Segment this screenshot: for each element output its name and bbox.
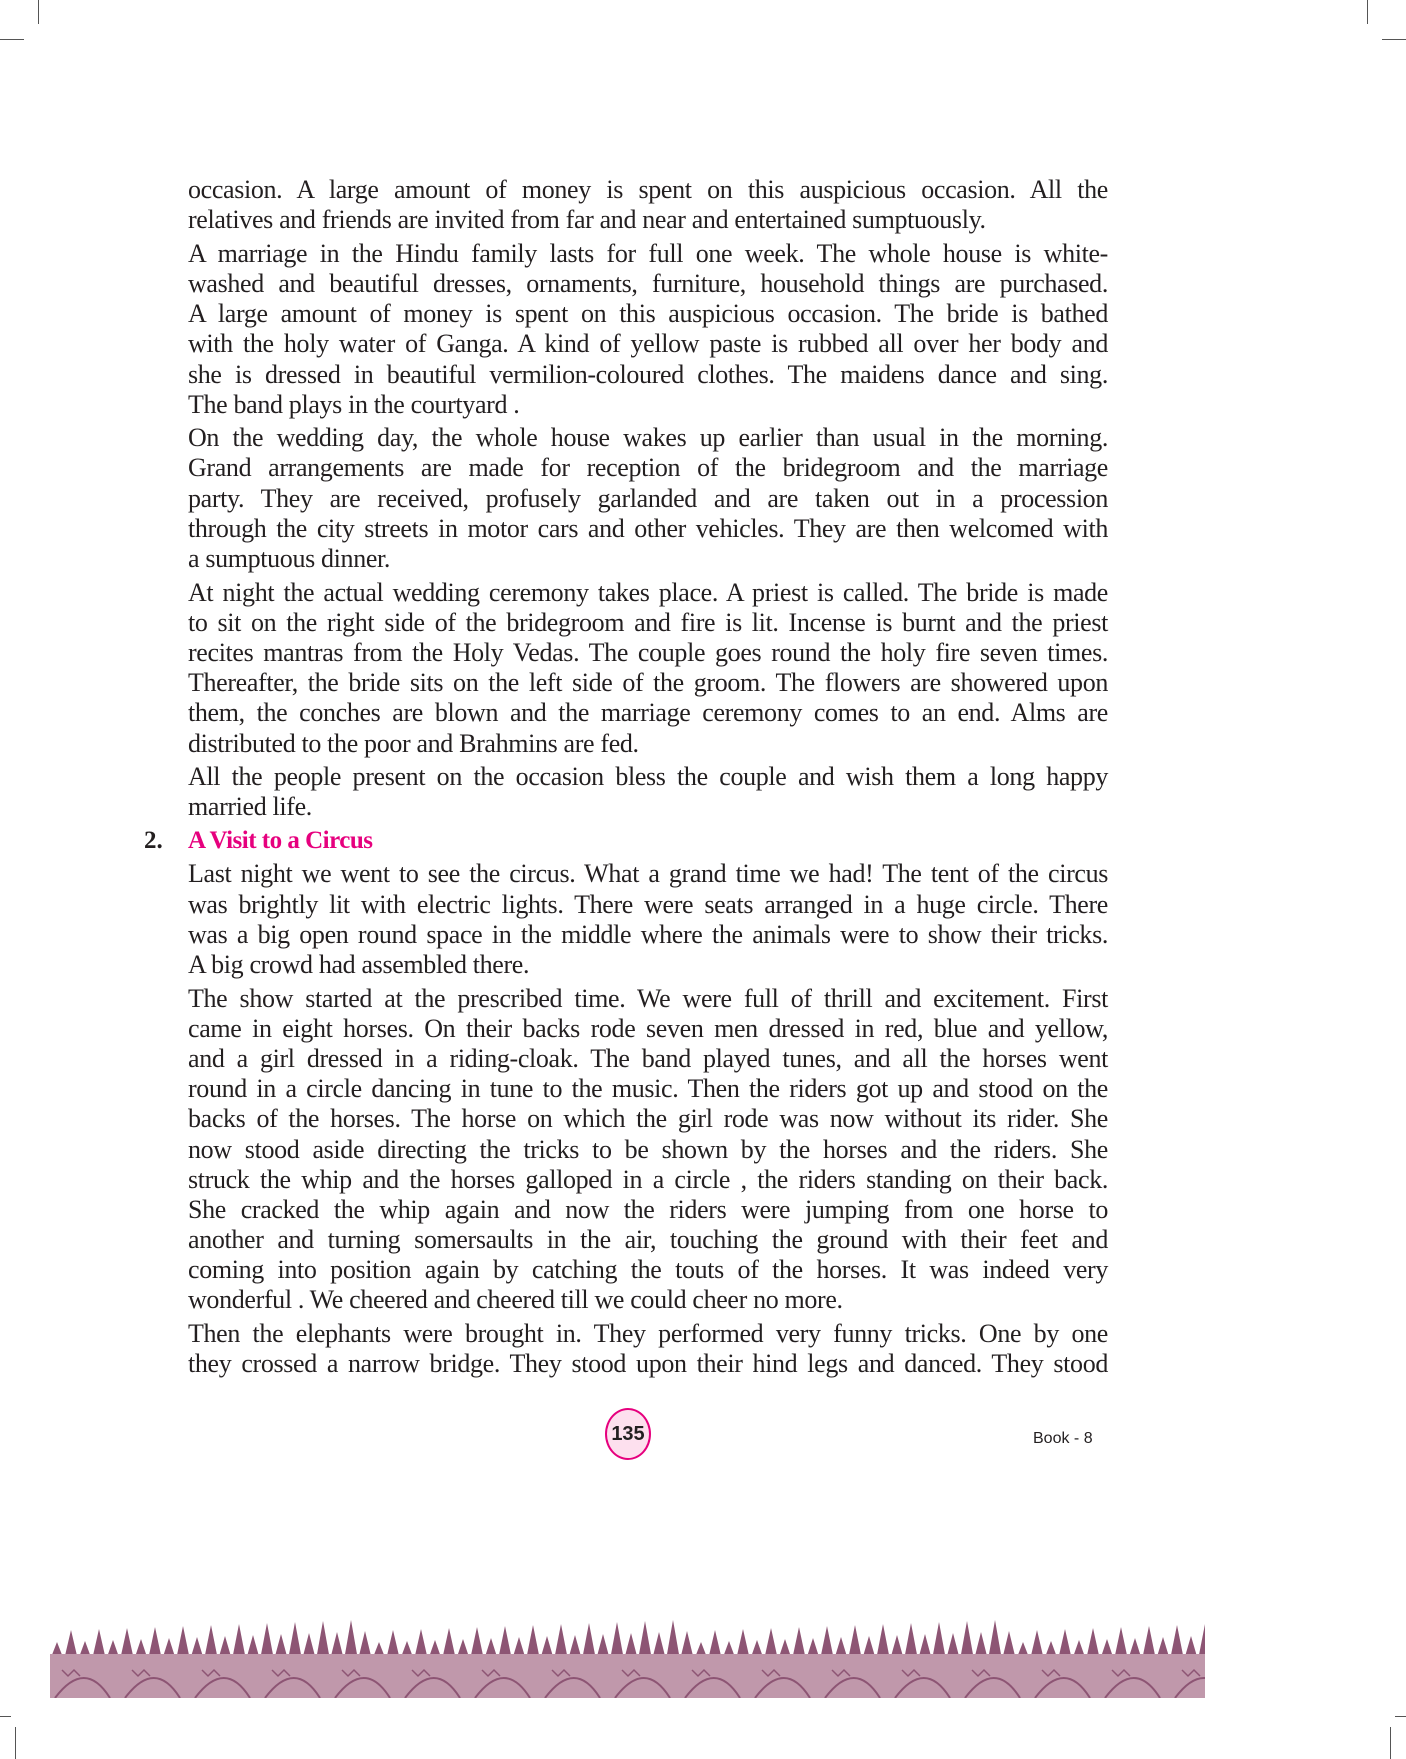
paragraph xyxy=(188,239,1108,420)
text-line: Grand arrangements are made for reception of the bridegroom and the marriage xyxy=(188,453,1108,483)
text-line: and a girl dressed in a riding-cloak. The band played tunes, and all the horses went xyxy=(188,1043,1108,1073)
text-line: round in a circle dancing in tune to the music. Then the riders got up and stood on the xyxy=(188,1074,1108,1104)
crop-mark xyxy=(0,1716,11,1717)
paragraph xyxy=(188,859,1108,980)
footer-landscape-band xyxy=(50,1618,1205,1698)
text-line: married life. xyxy=(188,792,312,822)
section-heading xyxy=(144,826,1108,856)
text-line: came in eight horses. On their backs rode seven men dressed in red, blue and yellow, xyxy=(188,1013,1108,1043)
text-line: She cracked the whip again and now the riders were jumping from one horse to xyxy=(188,1194,1108,1224)
text-line: them, the conches are blown and the marriage ceremony comes to an end. Alms are xyxy=(188,698,1108,728)
text-line: occasion. A large amount of money is spent on this auspicious occasion. All the xyxy=(188,175,1108,204)
crop-mark xyxy=(0,39,24,40)
text-line: washed and beautiful dresses, ornaments, furniture, household things are purchased. xyxy=(188,268,1108,298)
paragraph xyxy=(188,984,1108,1316)
crop-mark xyxy=(1367,0,1368,24)
text-line: Last night we went to see the circus. What a grand time we had! The tent of the circus xyxy=(188,859,1108,889)
text-line: with the holy water of Ganga. A kind of yellow paste is rubbed all over her body and xyxy=(188,329,1108,359)
text-line: A large amount of money is spent on this auspicious occasion. The bride is bathed xyxy=(188,299,1108,329)
text-line: she is dressed in beautiful vermilion-coloured clothes. The maidens dance and sing. xyxy=(188,359,1108,389)
text-line: was a big open round space in the middle where the animals were to show their tricks. xyxy=(188,919,1108,949)
text-line: recites mantras from the Holy Vedas. The couple goes round the holy fire seven times. xyxy=(188,637,1108,667)
section-number: 2. xyxy=(144,826,163,854)
text-line: coming into position again by catching the touts of the horses. It was indeed very xyxy=(188,1255,1108,1285)
text-line: On the wedding day, the whole house wakes up earlier than usual in the morning. xyxy=(188,423,1108,453)
text-line: through the city streets in motor cars and other vehicles. They are then welcomed with xyxy=(188,513,1108,543)
paragraph xyxy=(188,423,1108,574)
text-line: struck the whip and the horses galloped in a circle , the riders standing on their back. xyxy=(188,1164,1108,1194)
text-line: another and turning somersaults in the air, touching the ground with their feet and xyxy=(188,1225,1108,1255)
text-line: At night the actual wedding ceremony takes place. A priest is called. The bride is made xyxy=(188,577,1108,607)
text-line: relatives and friends are invited from far and near and entertained sumptuously. xyxy=(188,205,986,235)
text-line: Then the elephants were brought in. They performed very funny tricks. One by one xyxy=(188,1319,1108,1349)
crop-mark xyxy=(1382,39,1406,40)
text-line: Thereafter, the bride sits on the left side of the groom. The flowers are showered upon xyxy=(188,668,1108,698)
crop-mark xyxy=(38,0,39,24)
crop-mark xyxy=(1395,1716,1406,1717)
text-line: The show started at the prescribed time. We were full of thrill and excitement. First xyxy=(188,983,1108,1013)
page-number: 135 xyxy=(605,1408,651,1460)
text-line: party. They are received, profusely garlanded and are taken out in a procession xyxy=(188,483,1108,513)
paragraph xyxy=(188,175,1108,235)
crop-mark xyxy=(1390,1727,1391,1759)
text-line: All the people present on the occasion bless the couple and wish them a long happy xyxy=(188,762,1108,792)
text-line: A big crowd had assembled there. xyxy=(188,950,530,980)
page-body xyxy=(144,175,1108,1383)
book-label: Book - 8 xyxy=(1033,1430,1093,1447)
text-line: The band plays in the courtyard . xyxy=(188,389,520,419)
text-line: a sumptuous dinner. xyxy=(188,544,391,574)
text-line: backs of the horses. The horse on which the girl rode was now without its rider. She xyxy=(188,1104,1108,1134)
text-line: they crossed a narrow bridge. They stood upon their hind legs and danced. They stood xyxy=(188,1349,1108,1379)
paragraph xyxy=(188,762,1108,822)
paragraph xyxy=(188,1319,1108,1379)
paragraph xyxy=(188,578,1108,759)
text-line: to sit on the right side of the bridegroom and fire is lit. Incense is burnt and the priest xyxy=(188,607,1108,637)
text-line: now stood aside directing the tricks to be shown by the horses and the riders. She xyxy=(188,1134,1108,1164)
text-line: A marriage in the Hindu family lasts for full one week. The whole house is white- xyxy=(188,238,1108,268)
section-title: A Visit to a Circus xyxy=(188,826,373,854)
crop-mark xyxy=(15,1727,16,1759)
text-line: wonderful . We cheered and cheered till we could cheer no more. xyxy=(188,1285,843,1315)
text-line: was brightly lit with electric lights. There were seats arranged in a huge circle. There xyxy=(188,889,1108,919)
text-line: distributed to the poor and Brahmins are fed. xyxy=(188,728,639,758)
